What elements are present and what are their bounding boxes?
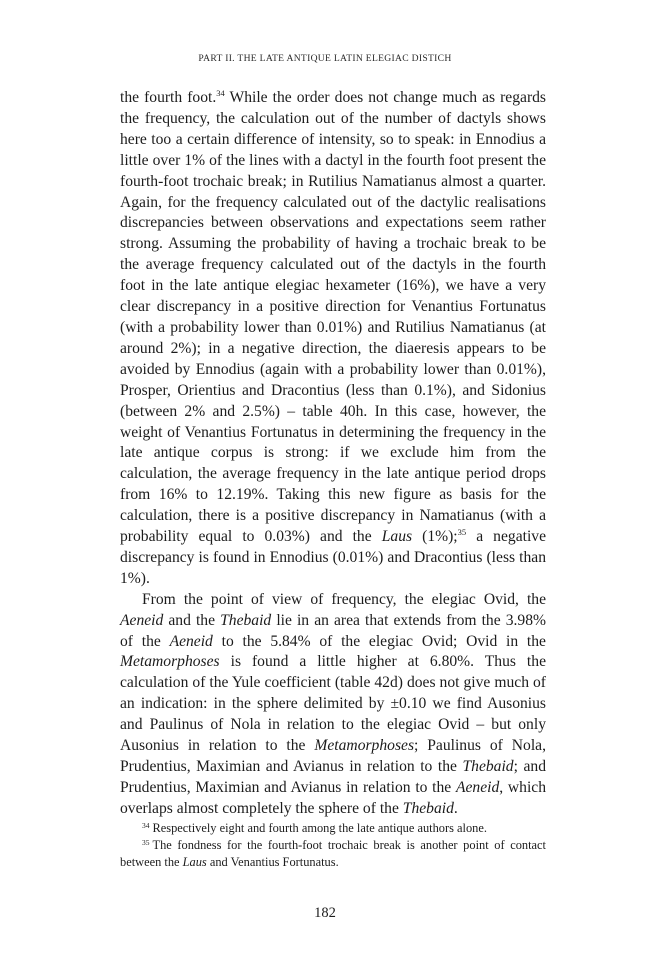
title-aeneid: Aeneid	[169, 632, 213, 650]
text-run: , which overlaps almost completely the sphere of the	[120, 778, 547, 817]
text-run: ; Paulinus of Nola, Prudentius, Maximian and Avianus in relation to the	[120, 737, 546, 775]
footnote-text: The fondness for the fourth-foot trochaic break is another point of contact between the	[120, 838, 546, 869]
footnote-ref-34[interactable]: 34	[216, 88, 225, 98]
footnote-35	[120, 837, 546, 871]
footnote-number: 34	[142, 821, 150, 830]
paragraph-2	[120, 590, 546, 820]
text-run: (1%);	[412, 528, 458, 546]
text-run: a negative discrepancy is found in Ennodius (0.01%) and Dracontius (less than 1%).	[120, 528, 546, 587]
title-aeneid: Aeneid	[455, 778, 500, 796]
title-laus: Laus	[381, 528, 413, 546]
text-run: is found a little higher at 6.80%. Thus the calculation of the Yule coefficient (table 42d) does not give much of an indication: in the sphere delimited by ±0.10 we find Ausonius and Paulinus of Nola in relation to the elegiac Ovid – but only Ausonius in relation to the	[120, 653, 546, 755]
title-thebaid: Thebaid	[220, 611, 272, 629]
footnotes	[120, 820, 546, 871]
text-run: From the point of view of frequency, the elegiac Ovid, the	[142, 590, 546, 608]
footnote-text: Respectively eight and fourth among the late antique authors alone.	[152, 821, 487, 835]
text-run: ; and Prudentius, Maximian and Avianus in relation to the	[120, 758, 547, 796]
footnote-34	[120, 820, 546, 837]
paragraph-1	[120, 88, 546, 590]
text-run: lie in an area that extends from the 3.98% of the	[120, 611, 546, 650]
text-run: the fourth foot.	[120, 89, 217, 106]
title-thebaid: Thebaid	[462, 758, 514, 775]
footnote-text: and Venantius Fortunatus.	[206, 855, 339, 869]
running-head: PART II. THE LATE ANTIQUE LATIN ELEGIAC DISTICH	[198, 53, 452, 64]
text-run: and the	[163, 611, 221, 629]
title-laus: Laus	[182, 855, 207, 869]
page-number: 182	[314, 905, 336, 921]
title-metamorphoses: Metamorphoses	[120, 653, 220, 671]
text-run: .	[453, 799, 458, 817]
title-aeneid: Aeneid	[120, 611, 164, 629]
text-run: to the 5.84% of the elegiac Ovid; Ovid in the	[212, 632, 546, 650]
body-text	[120, 88, 546, 820]
footnote-number: 35	[142, 838, 150, 847]
title-metamorphoses: Metamorphoses	[314, 737, 415, 755]
text-run: While the order does not change much as regards the frequency, the calculation out of the number of dactyls shows here too a certain difference of intensity, so to speak: in Ennodius a little over 1% of the lines with a dactyl in the fourth foot present the fourth-foot trochaic break; in Rutilius Namatianus almost a quarter. Again, for the frequency calculated out of the dactylic realisations discrepancies between observations and expectations seem rather strong. Assuming the probability of having a trochaic break to be the average frequency calculated out of the dactyls in the fourth foot in the late antique elegiac hexameter (16%), we have a very clear discrepancy in a positive direction for Venantius Fortunatus (with a probability lower than 0.01%) and Rutilius Namatianus (at around 2%); in a negative direction, the diaeresis appears to be avoided by Ennodius (again with a probability lower than 0.01%), Prosper, Orientius and Dracontius (less than 0.1%), and Sidonius (between 2% and 2.5%) – table 40h. In this case, however, the weight of Venantius Fortunatus in determining the frequency in the late antique corpus is strong: if we exclude him from the calculation, the average frequency in the late antique period drops from 16% to 12.19%. Taking this new figure as basis for the calculation, there is a positive discrepancy in Namatianus (with a probability equal to 0.03%) and the	[120, 89, 546, 546]
title-thebaid: Thebaid	[402, 799, 454, 817]
footnote-ref-35[interactable]: 35	[457, 527, 467, 538]
